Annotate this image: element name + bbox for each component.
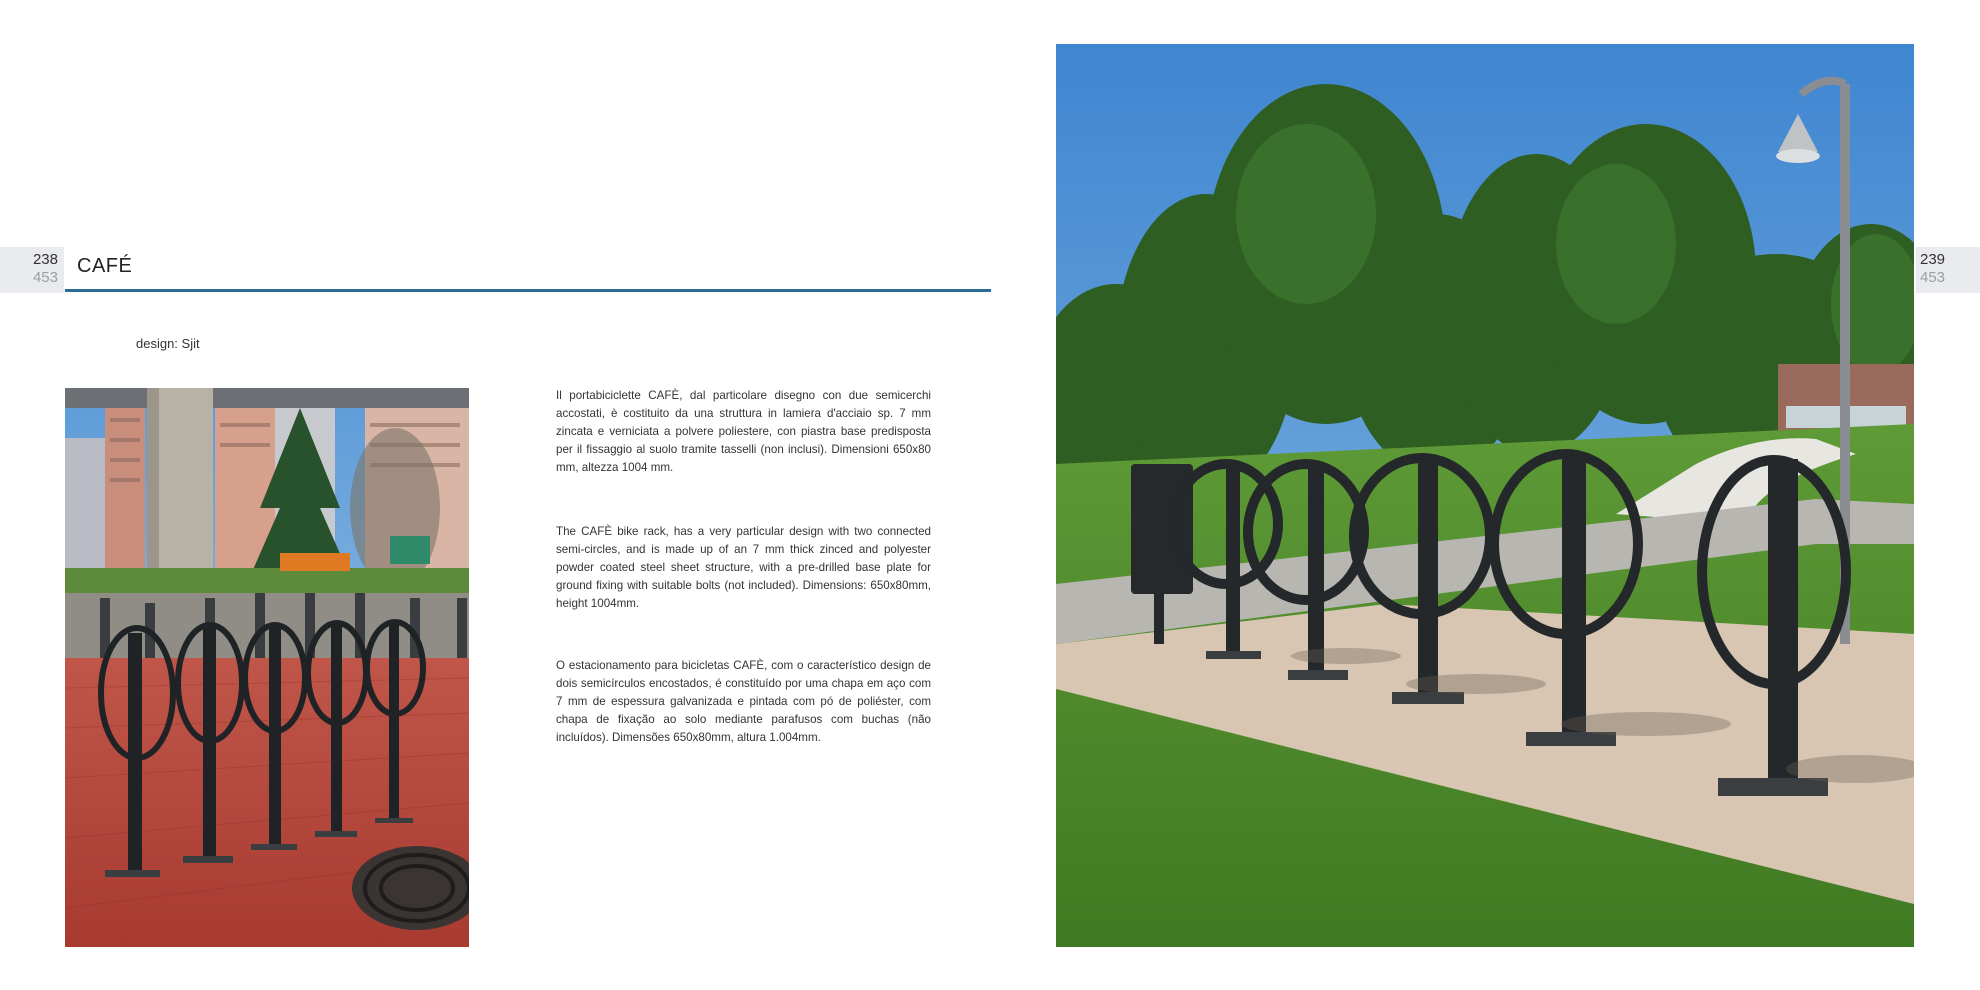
- designer-credit: design: Sjit: [136, 336, 200, 351]
- description-portuguese: O estacionamento para bicicletas CAFÈ, com o característico design de dois semicírculos encostados, é constituído por uma chapa em aço com 7 mm de espessura galvanizada e pintada com pó de poliéster, com chapa de fixação ao solo mediante parafusos com buchas (não incluídos). Dimensões 650x80mm, altura 1.004mm.: [556, 659, 931, 744]
- description-italian: Il portabiciclette CAFÈ, dal particolare disegno con due semicerchi accostati, è costituito da una struttura in lamiera d'acciaio sp. 7 mm zincata e verniciata a polvere poliestere, con piastra base predisposta per il fissaggio al suolo tramite tasselli (non inclusi). Dimensioni 650x80 mm, altezza 1004 mm.: [556, 389, 931, 474]
- product-title: CAFÉ: [77, 255, 133, 277]
- page-number-tab-right: [1916, 247, 1980, 293]
- plaza-photo-illustration: [65, 388, 469, 947]
- page-number-current: 239: [1920, 251, 1946, 268]
- page-number-current: 238: [32, 251, 58, 268]
- park-photo-illustration: [1056, 44, 1914, 947]
- page-number-total: 453: [1920, 269, 1946, 286]
- page-number-total: 453: [32, 269, 58, 286]
- page-number-tab-left: [0, 247, 64, 293]
- product-photo-plaza: [65, 388, 469, 947]
- product-photo-park: [1056, 44, 1914, 947]
- description-english: The CAFÈ bike rack, has a very particular design with two connected semi-circles, and is made up of an 7 mm thick zinced and polyester powder coated steel sheet structure, with a pre-drilled base plate for ground fixing with suitable bolts (not included). Dimensions: 650x80mm, height 1004mm.: [556, 525, 931, 610]
- title-divider: [65, 289, 991, 292]
